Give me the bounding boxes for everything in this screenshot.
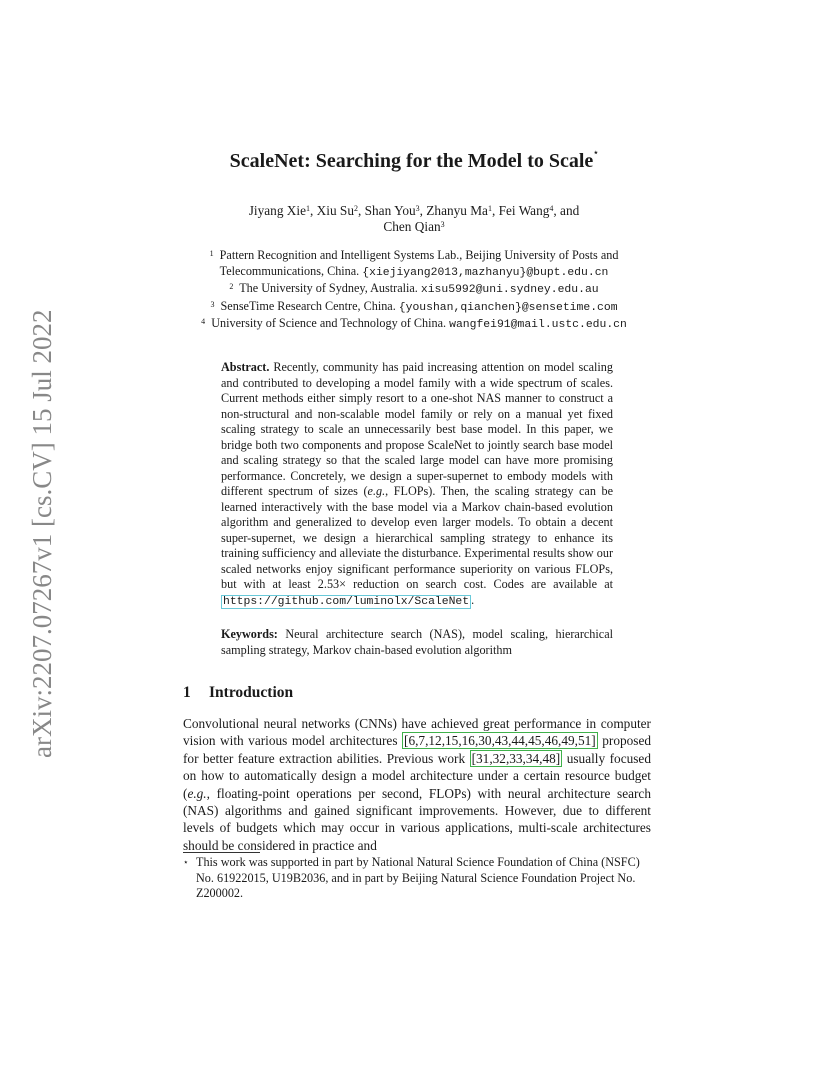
- affiliation-text: SenseTime Research Centre, China.: [220, 298, 399, 313]
- author-affiliation-number: 1: [487, 204, 492, 213]
- author-name: Chen Qian: [383, 219, 441, 234]
- affiliation-1-continued: [0, 264, 828, 282]
- author-separator: , and: [553, 203, 580, 218]
- intro-text: Convolutional neural networks (CNNs) have achieved great performance in computer vision with various model architectures: [183, 716, 651, 749]
- section-heading: [183, 684, 293, 702]
- affiliation-number: 1: [209, 249, 214, 258]
- intro-text: usually focused on how to automatically design a model architecture under a certain resource budget (: [183, 750, 651, 801]
- abstract-text: Recently, community has paid increasing attention on model scaling and contributed to developing a model family with a wide spectrum of scales. Current methods either simply resort to a one-shot NAS manner to construct a non-structural and non-scalable model family or rely on a manual yet fixed scaling strategy to scale an unnecessarily best base model. In this paper, we bridge both two components and propose ScaleNet to jointly search base model and scaling strategy so that the scaled large model can have more promising performance. Concretely, we design a super-supernet to embody models with different spectrum of sizes (: [221, 360, 613, 498]
- footnote-text: This work was supported in part by National Natural Science Foundation of China (NSFC) No. 61922015, U19B2036, and in part by Beijing Natural Science Foundation Project No. Z200002.: [196, 855, 640, 900]
- affiliation-1: [0, 248, 828, 264]
- author-line-1: [0, 203, 828, 219]
- author-separator: ,: [419, 203, 427, 218]
- author-name: Shan You: [364, 203, 416, 218]
- intro-eg: e.g.: [187, 785, 207, 801]
- abstract-text-continued: , FLOPs). Then, the scaling strategy can be learned interactively with the base model via a Markov chain-based evolution algorithm and generalized to develop even larger models. To obtain a decent super-supernet, we design a hierarchical sampling strategy to enhance its training sufficiency and alleviate the disturbance. Experimental results show our scaled networks enjoy significant performance superiority on various FLOPs, but with at least 2.53× reduction on search cost. Codes are available at: [221, 484, 613, 591]
- author-separator: ,: [357, 203, 365, 218]
- author-affiliation-number: 1: [306, 204, 310, 213]
- citation-link[interactable]: [31,32,33,34,48]: [471, 750, 561, 766]
- affiliation-text: Telecommunications, China.: [219, 263, 363, 278]
- affiliation-2: [0, 281, 828, 299]
- affiliation-text: Pattern Recognition and Intelligent Systems Lab., Beijing University of Posts and: [219, 248, 619, 262]
- affiliation-email: wangfei91@mail.ustc.edu.cn: [449, 319, 627, 331]
- author-list: [0, 203, 828, 235]
- affiliation-number: 4: [201, 317, 206, 326]
- title-footnote-mark: ⋆: [593, 148, 599, 157]
- keywords-text: Neural architecture search (NAS), model scaling, hierarchical sampling strategy, Markov chain-based evolution algorithm: [221, 627, 613, 657]
- code-link[interactable]: https://github.com/luminolx/ScaleNet: [223, 595, 470, 608]
- affiliation-4: [0, 316, 828, 334]
- affiliation-email: xisu5992@uni.sydney.edu.au: [420, 284, 599, 296]
- citation-link[interactable]: [6,7,12,15,16,30,43,44,45,46,49,51]: [404, 733, 596, 749]
- paper-title-text: ScaleNet: Searching for the Model to Scale: [229, 150, 594, 172]
- author-affiliation-number: 3: [415, 204, 420, 213]
- footnote-mark: ⋆: [183, 857, 189, 867]
- abstract-label: Abstract.: [221, 360, 270, 374]
- abstract-end: .: [471, 592, 475, 607]
- affiliation-text: University of Science and Technology of China.: [211, 316, 450, 330]
- author-affiliation-number: 4: [549, 204, 554, 213]
- affiliation-email: {youshan,qianchen}@sensetime.com: [398, 301, 618, 314]
- keywords: [221, 627, 613, 658]
- section-title: Introduction: [209, 684, 294, 701]
- author-name: Zhanyu Ma: [426, 203, 488, 218]
- author-separator: ,: [310, 203, 317, 218]
- intro-text: proposed for better feature extraction abilities. Previous work: [183, 733, 651, 766]
- author-name: Fei Wang: [498, 203, 550, 218]
- author-separator: ,: [491, 203, 499, 218]
- author-line-2: [0, 219, 828, 235]
- affiliation-number: 2: [229, 282, 234, 291]
- author-affiliation-number: 2: [353, 204, 358, 213]
- abstract: [221, 360, 613, 610]
- paper-title: [0, 150, 828, 173]
- affiliation-email: {xiejiyang2013,mazhanyu}@bupt.edu.cn: [362, 266, 609, 279]
- affiliation-text: The University of Sydney, Australia.: [239, 281, 421, 295]
- keywords-label: Keywords:: [221, 627, 278, 641]
- affiliation-3: [0, 299, 828, 317]
- affiliation-block: [0, 248, 828, 334]
- abstract-eg: e.g.: [367, 484, 386, 498]
- footnote-rule: [183, 852, 260, 853]
- section-number: 1: [183, 684, 191, 701]
- affiliation-number: 3: [210, 299, 215, 309]
- author-affiliation-number: 3: [440, 220, 445, 229]
- intro-text: , floating-point operations per second, FLOPs) with neural architecture search (NAS) algorithms and gained significant improvements. However, due to different levels of budgets which may occur in various applications, multi-scale architectures should be considered in practice and: [183, 785, 651, 853]
- arxiv-identifier-stamp: arXiv:2207.07267v1 [cs.CV] 15 Jul 2022: [27, 309, 57, 758]
- introduction-paragraph: [183, 715, 651, 854]
- author-name: Jiyang Xie: [248, 203, 306, 218]
- author-name: Xiu Su: [316, 203, 354, 218]
- footnote: [183, 855, 651, 902]
